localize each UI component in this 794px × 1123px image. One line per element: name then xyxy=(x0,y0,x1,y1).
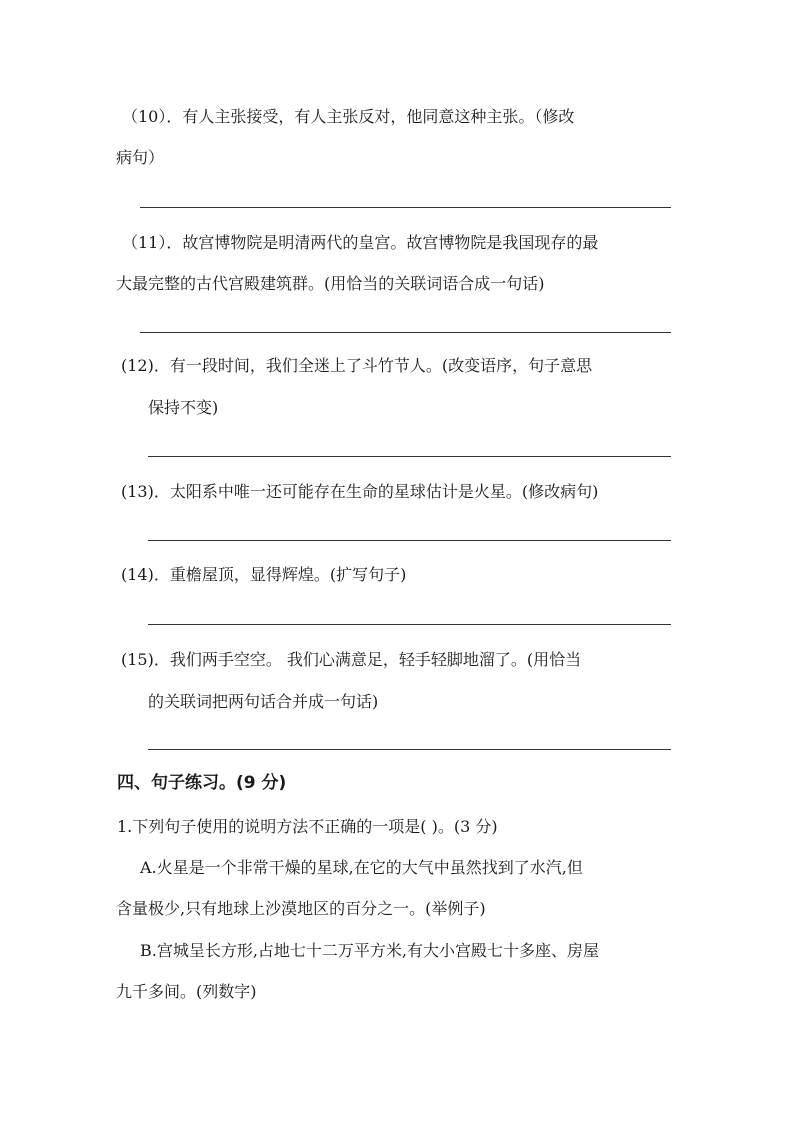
item-1-stem: 1.下列句子使用的说明方法不正确的一项是( )。(3 分) xyxy=(117,817,498,836)
question-11-line-1: （11）．故宫博物院是明清两代的皇宫。故宫博物院是我国现存的最 xyxy=(122,233,599,252)
question-10-line-2: 病句） xyxy=(116,148,165,167)
question-12-line-1: (12)．有一段时间，我们全迷上了斗竹节人。(改变语序，句子意思 xyxy=(121,356,593,375)
question-14-line-1: (14)．重檐屋顶，显得辉煌。(扩写句子) xyxy=(121,565,407,584)
answer-line-12[interactable] xyxy=(148,456,671,457)
option-b-line-2: 九千多间。(列数字) xyxy=(116,982,257,1001)
question-11-line-2: 大最完整的古代宫殿建筑群。(用恰当的关联词语合成一句话) xyxy=(116,274,545,293)
option-a-line-1: A.火星是一个非常干燥的星球,在它的大气中虽然找到了水汽,但 xyxy=(140,858,583,877)
question-15-line-2: 的关联词把两句话合并成一句话) xyxy=(148,692,379,711)
question-12-line-2: 保持不变) xyxy=(148,398,219,417)
answer-line-15[interactable] xyxy=(148,749,671,750)
option-a-line-2: 含量极少,只有地球上沙漠地区的百分之一。(举例子) xyxy=(116,899,486,918)
option-b-line-1: B.宫城呈长方形,占地七十二万平方米,有大小宫殿七十多座、房屋 xyxy=(140,941,600,960)
answer-line-14[interactable] xyxy=(148,624,671,625)
question-15-line-1: (15)．我们两手空空。 我们心满意足，轻手轻脚地溜了。(用恰当 xyxy=(121,650,582,669)
answer-line-11[interactable] xyxy=(140,332,671,333)
answer-line-13[interactable] xyxy=(148,540,671,541)
answer-line-10[interactable] xyxy=(140,207,671,208)
question-10-line-1: （10）．有人主张接受，有人主张反对，他同意这种主张。（修改 xyxy=(122,107,575,126)
section-4-heading: 四、句子练习。(9 分) xyxy=(117,773,287,793)
question-13-line-1: (13)．太阳系中唯一还可能存在生命的星球估计是火星。(修改病句) xyxy=(121,482,599,501)
